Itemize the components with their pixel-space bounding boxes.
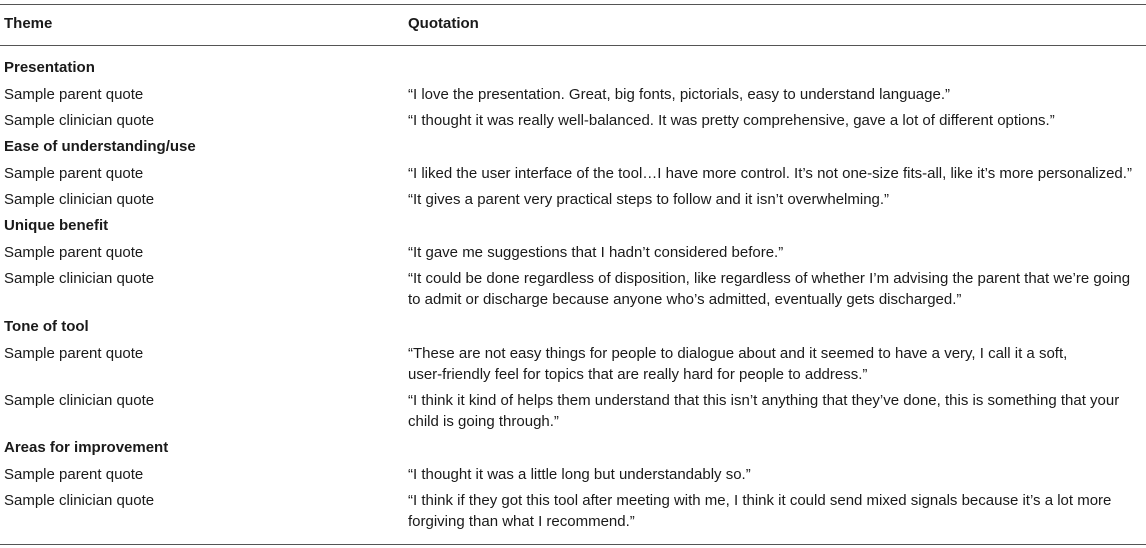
row-quote: “I thought it was really well-balanced. It was pretty comprehensive, gave a lot of different options.” [408,112,1055,129]
row-theme: Sample parent quote [4,86,144,103]
row-quote-continued: user-friendly feel for topics that are really hard for people to address.” [408,366,868,383]
row-quote: “It gave me suggestions that I hadn’t considered before.” [408,244,784,261]
row-quote: “I thought it was a little long but understandably so.” [408,466,751,483]
row-quote: “These are not easy things for people to dialogue about and it seemed to have a very, I call it a soft, [408,345,1068,362]
row-theme: Sample parent quote [4,466,144,483]
section-title: Areas for improvement [4,439,169,456]
row-quote-continued: child is going through.” [408,413,559,430]
table-header-rule [0,45,1146,46]
row-quote: “It gives a parent very practical steps to follow and it isn’t overwhelming.” [408,191,890,208]
row-theme: Sample clinician quote [4,392,155,409]
section-title: Tone of tool [4,318,89,335]
header-quotation: Quotation [408,15,479,32]
row-quote: “It could be done regardless of disposition, like regardless of whether I’m advising the parent that we’re going [408,270,1131,287]
row-theme: Sample parent quote [4,244,144,261]
row-quote: “I love the presentation. Great, big fonts, pictorials, easy to understand language.” [408,86,950,103]
section-title: Ease of understanding/use [4,138,196,155]
row-quote: “I think if they got this tool after meeting with me, I think it could send mixed signals because it’s a lot more [408,492,1112,509]
section-title: Presentation [4,59,95,76]
table-top-rule [0,4,1146,5]
header-theme: Theme [4,15,53,32]
table-bottom-rule [0,544,1146,545]
section-title: Unique benefit [4,217,109,234]
row-quote-continued: to admit or discharge because anyone who’s admitted, eventually gets discharged.” [408,291,962,308]
row-theme: Sample parent quote [4,165,144,182]
row-theme: Sample clinician quote [4,492,155,509]
row-quote-continued: forgiving than what I recommend.” [408,513,635,530]
row-theme: Sample parent quote [4,345,144,362]
row-quote: “I think it kind of helps them understand that this isn’t anything that they’ve done, this is something that your [408,392,1120,409]
row-theme: Sample clinician quote [4,270,155,287]
row-theme: Sample clinician quote [4,112,155,129]
row-theme: Sample clinician quote [4,191,155,208]
row-quote: “I liked the user interface of the tool…I have more control. It’s not one-size fits-all, like it’s more personalized.” [408,165,1132,182]
